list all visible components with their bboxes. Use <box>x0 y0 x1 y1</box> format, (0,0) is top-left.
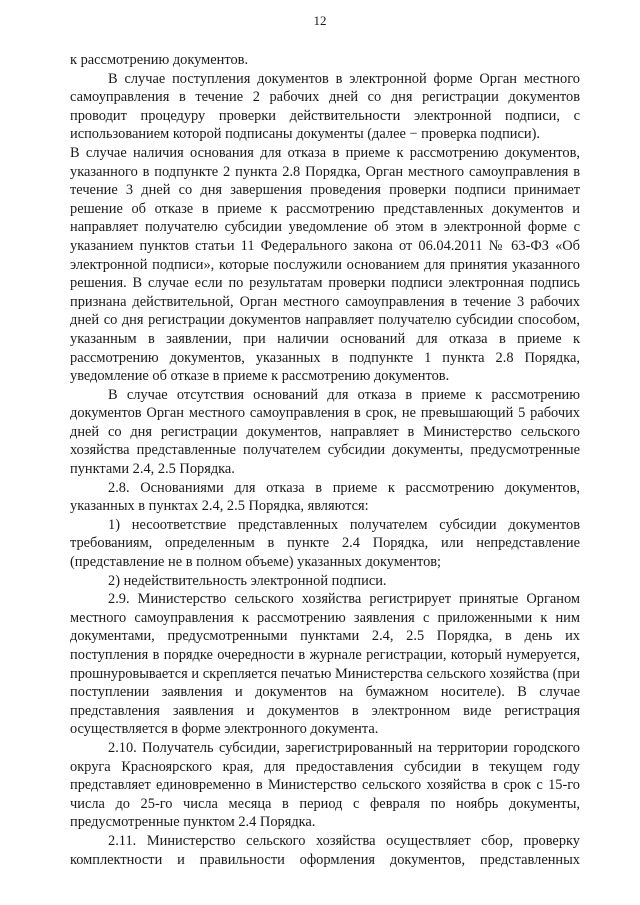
paragraph: 2.8. Основаниями для отказа в приеме к рассмотрению документов, указанных в пунктах 2.4, 2.5 Порядка, являются: <box>70 479 580 515</box>
paragraph: 1) несоответствие представленных получателем субсидии документов требованиям, определенным в пункте 2.4 Порядка, или непредставление (представление не в полном объеме) указанных документов; <box>70 516 580 571</box>
paragraph: 2) недействительность электронной подписи. <box>108 572 387 589</box>
paragraph: 2.11. Министерство сельского хозяйства осуществляет сбор, проверку комплектности и правильности оформления документов, представленных <box>70 832 580 868</box>
paragraph: 2.9. Министерство сельского хозяйства регистрирует принятые Органом местного самоуправления к рассмотрению заявления с приложенными к ним документами, предусмотренными пунктами 2.4, 2.5 Порядка, в день их поступления в порядке очередности в журнале регистрации, который нумеруется, прошнуровывается и скрепляется печатью Министерства сельского хозяйства (при поступлении заявления и документов на бумажном носителе). В случае представления заявления и документов в электронном виде регистрация осуществляется в форме электронного документа. <box>70 591 580 738</box>
paragraph: к рассмотрению документов. <box>70 52 249 68</box>
document-body <box>70 51 580 869</box>
paragraph: В случае отсутствия оснований для отказа в приеме к рассмотрению документов Орган местного самоуправления в срок, не превышающий 5 рабочих дней со дня регистрации документов, направляет в Министерство сельского хозяйства представленные получателем субсидии документы, предусмотренные пунктами 2.4, 2.5 Порядка. <box>70 386 580 478</box>
page-number: 12 <box>313 13 327 28</box>
paragraph: В случае поступления документов в электронной форме Орган местного самоуправления в течение 2 рабочих дней со дня регистрации документов проводит процедуру проверки действительности электронной подписи, с использованием которой подписаны документы (далее − проверка подписи). <box>70 70 580 143</box>
paragraph: В случае наличия основания для отказа в приеме к рассмотрению документов, указанного в подпункте 2 пункта 2.8 Порядка, Орган местного самоуправления в течение 3 дней со дня завершения проведения проверки подписи принимает решение об отказе в приеме к рассмотрению представленных документов и направляет получателю субсидии уведомление об этом в электронной форме с указанием пунктов статьи 11 Федерального закона от 06.04.2011 № 63-ФЗ «Об электронной подписи», которые послужили основанием для принятия указанного решения. В случае если по результатам проверки подписи электронная подпись признана действительной, Орган местного самоуправления в течение 3 рабочих дней со дня регистрации документов направляет получателю субсидии способом, указанным в заявлении, при наличии оснований для отказа в приеме к рассмотрению документов, указанных в подпункте 1 пункта 2.8 Порядка, уведомление об отказе в приеме к рассмотрению документов. <box>70 144 580 385</box>
paragraph: 2.10. Получатель субсидии, зарегистрированный на территории городского округа Красноярского края, для предоставления субсидии в текущем году представляет единовременно в Министерство сельского хозяйства в срок с 15-го числа до 25-го числа месяца в период с февраля по ноябрь документы, предусмотренные пунктом 2.4 Порядка. <box>70 739 580 831</box>
